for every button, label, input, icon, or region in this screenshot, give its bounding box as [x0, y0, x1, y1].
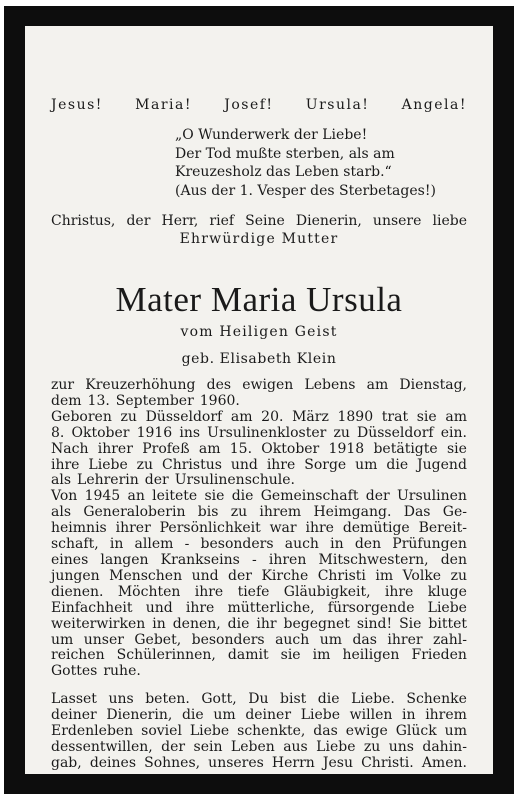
invocation-word: Angela!: [401, 97, 467, 113]
biography-line: [51, 426, 467, 442]
word: gab,: [51, 754, 82, 771]
quote-line: Der Tod mußte sterben, als am: [175, 145, 395, 162]
word: Prüfungen: [392, 536, 467, 553]
word: kluge: [427, 583, 467, 600]
word: ewigen: [242, 377, 294, 393]
word: beten.: [145, 691, 190, 707]
word: ihr: [256, 615, 277, 632]
biography-line: [51, 458, 467, 474]
word: Frieden: [411, 647, 467, 664]
word: Kreuzerhöhung: [85, 377, 196, 393]
word: uns: [388, 738, 414, 755]
biography-line: [51, 553, 467, 569]
word: Liebe.: [351, 691, 395, 707]
word: Generaloberin: [83, 504, 186, 521]
word: ihrem: [425, 706, 467, 723]
biography-line: [51, 489, 467, 505]
word: bittet: [428, 615, 467, 632]
word: der: [144, 472, 169, 489]
word: 1945: [84, 488, 121, 505]
word: allem: [134, 536, 174, 553]
invocation-word: Ursula!: [305, 97, 370, 113]
word: besonders: [191, 631, 265, 648]
word: langen: [100, 551, 149, 568]
word: an: [127, 488, 145, 505]
word: 1918: [328, 440, 365, 457]
word: am: [445, 408, 467, 425]
word: zu: [230, 504, 248, 521]
word: Geboren: [51, 408, 112, 425]
word: ihre: [51, 456, 80, 473]
word: Erdenleben: [51, 722, 134, 739]
biography-line: [51, 521, 467, 537]
biography-line: [51, 505, 467, 521]
word: Ge-: [442, 504, 467, 521]
word: leitete: [152, 488, 198, 505]
word: um: [319, 631, 343, 648]
word: Düsseldorf: [145, 408, 223, 425]
word: Du: [248, 691, 269, 707]
word: ihren: [268, 551, 307, 568]
intro-word: liebe: [432, 213, 467, 229]
word: Herrn: [271, 754, 315, 771]
word: Liebe: [316, 738, 356, 755]
word: unser: [83, 631, 124, 648]
word: in: [330, 536, 344, 553]
word: der: [365, 488, 390, 505]
biography-line: [51, 617, 467, 633]
biography-text: [51, 378, 467, 680]
prayer-line: [51, 724, 467, 740]
word: am: [230, 408, 253, 425]
biography-line: [51, 601, 467, 617]
word: der: [161, 738, 186, 755]
intro-word: Christus,: [51, 213, 116, 229]
word: Liebe: [88, 456, 128, 473]
word: schenkte,: [237, 722, 306, 739]
word: Persönlichkeit: [159, 520, 261, 537]
word: um: [213, 706, 236, 723]
word: in: [152, 615, 166, 632]
word: ihre: [305, 520, 334, 537]
word: ihrer: [387, 631, 423, 648]
word: fürsorgende: [327, 599, 415, 616]
biography-line: [51, 648, 467, 664]
word: März: [292, 408, 329, 425]
word: -: [184, 536, 190, 553]
word: die: [386, 456, 409, 473]
word: 1890: [337, 408, 374, 425]
word: Leben: [230, 738, 275, 755]
word: Gemeinschaft: [260, 488, 359, 505]
biography-line: [51, 537, 467, 553]
memorial-card-paper: [25, 26, 493, 774]
word: Jesu: [322, 754, 354, 771]
quote-line: „O Wunderwerk der Liebe!: [175, 127, 368, 143]
word: Christus: [162, 456, 222, 473]
word: Dienstag,: [399, 377, 467, 393]
word: Krankseins: [160, 551, 240, 568]
word: Liebe: [427, 599, 467, 616]
word: als: [51, 472, 72, 489]
word: 13.: [87, 392, 110, 409]
word: 1960.: [199, 392, 240, 409]
word: schaft,: [51, 536, 99, 553]
prayer-line: [51, 740, 467, 756]
word: -: [251, 551, 257, 568]
word: Möchten: [117, 583, 181, 600]
word: um: [51, 631, 74, 648]
word: auch: [284, 536, 319, 553]
word: das: [313, 722, 338, 739]
word: deiner: [51, 706, 97, 723]
word: Einfachheit: [51, 599, 133, 616]
word: Heimgang.: [313, 504, 392, 521]
quote-source: (Aus der 1. Vesper des Sterbetages!): [175, 182, 436, 199]
word: Sohnes,: [144, 754, 201, 771]
prayer-line: [51, 692, 467, 708]
word: und: [145, 599, 173, 616]
intro-line: [51, 212, 467, 230]
word: Von: [51, 488, 78, 505]
word: und: [191, 567, 219, 584]
biography-line: [51, 378, 467, 394]
word: demütige: [342, 520, 410, 537]
word: September: [115, 392, 194, 409]
word: die: [231, 488, 254, 505]
word: in: [402, 706, 416, 723]
word: Gebet,: [134, 631, 182, 648]
prayer-text: [51, 692, 467, 772]
word: deiner: [245, 706, 292, 723]
word: heimnis: [51, 520, 107, 537]
word: um: [355, 456, 378, 473]
word: sie: [204, 488, 225, 505]
word: unseres: [208, 754, 264, 771]
word: ihre: [194, 583, 224, 600]
word: ruhe.: [103, 663, 141, 680]
word: bist: [280, 691, 307, 707]
word: 8.: [51, 424, 65, 441]
word: die: [227, 615, 250, 632]
word: in: [109, 536, 124, 553]
intro-word: rief: [209, 213, 235, 229]
word: ihre: [384, 583, 414, 600]
word: ihrem: [259, 504, 302, 521]
word: begegnet: [283, 615, 350, 632]
word: dahin-: [422, 738, 467, 755]
word: Glück: [395, 722, 437, 739]
word: Ursulinen: [396, 488, 467, 505]
biography-line: [51, 585, 467, 601]
word: uns: [108, 691, 134, 707]
word: Düsseldorf: [356, 424, 434, 441]
word: Oktober: [261, 440, 320, 457]
memorial-card-border: [4, 6, 514, 794]
word: sie: [446, 440, 467, 457]
intro-text: [51, 212, 467, 248]
biography-line: [51, 569, 467, 585]
intro-word: Dienerin,: [295, 213, 362, 229]
word: im: [375, 567, 394, 584]
word: ihrer: [97, 440, 133, 457]
word: ins: [179, 424, 201, 441]
word: besonders: [200, 536, 274, 553]
word: am: [198, 440, 221, 457]
title-honorific: Ehrwürdige Mutter: [179, 231, 339, 247]
word: Schenke: [406, 691, 467, 707]
word: Mitschwestern,: [318, 551, 429, 568]
invocation-word: Jesus!: [51, 97, 103, 113]
word: die: [317, 691, 340, 707]
word: aus: [283, 738, 308, 755]
word: zu: [120, 408, 137, 425]
biography-line: [51, 442, 467, 458]
biography-line: [51, 664, 467, 680]
invocation-line: [51, 98, 467, 112]
word: als: [51, 504, 72, 521]
word: heiligen: [342, 647, 400, 664]
word: sie: [416, 408, 437, 425]
word: sind!: [356, 615, 393, 632]
word: eines: [51, 551, 89, 568]
word: dessentwillen,: [51, 738, 153, 755]
word: die: [181, 706, 204, 723]
birth-name: geb. Elisabeth Klein: [181, 351, 337, 367]
word: zu: [333, 424, 350, 441]
word: betätigte: [373, 440, 438, 457]
word: willen: [349, 706, 393, 723]
word: das: [352, 631, 377, 648]
word: ein.: [440, 424, 467, 441]
word: den: [354, 536, 382, 553]
word: tiefe: [237, 583, 270, 600]
word: Christi: [317, 567, 366, 584]
intro-word: Seine: [245, 213, 285, 229]
word: Jugend: [417, 456, 467, 473]
word: Schülerinnen,: [116, 647, 216, 664]
biography-line: [51, 633, 467, 649]
word: Bereit-: [418, 520, 467, 537]
word: 20.: [261, 408, 284, 425]
word: im: [312, 647, 331, 664]
word: Menschen: [109, 567, 183, 584]
biography-line: [51, 410, 467, 426]
word: Profeß: [142, 440, 190, 457]
word: zu: [363, 738, 381, 755]
word: zahl-: [433, 631, 467, 648]
word: weiterwirken: [51, 615, 146, 632]
biography-line: [51, 394, 467, 410]
word: Lehrerin: [77, 472, 139, 489]
word: Ursulinenkloster: [207, 424, 327, 441]
word: denen,: [172, 615, 221, 632]
quote-block: [175, 126, 436, 200]
word: soviel: [141, 722, 182, 739]
word: trat: [381, 408, 409, 425]
deceased-name: Mater Maria Ursula: [115, 280, 403, 319]
word: Kirche: [261, 567, 309, 584]
word: zu: [136, 456, 154, 473]
word: 1916: [136, 424, 173, 441]
word: Oktober: [71, 424, 130, 441]
intro-word: unsere: [372, 213, 422, 229]
prayer-line: [51, 756, 467, 772]
word: Dienerin,: [106, 706, 173, 723]
word: der: [228, 567, 252, 584]
prayer-line: [51, 708, 467, 724]
word: sie: [280, 647, 301, 664]
word: den: [440, 551, 467, 568]
intro-word: der: [126, 213, 151, 229]
quote-line: Kreuzesholz das Leben starb.“: [175, 164, 392, 180]
word: dem: [51, 392, 82, 409]
word: jungen: [51, 567, 100, 584]
word: Lebens: [304, 377, 356, 393]
word: Sorge: [304, 456, 347, 473]
word: Liebe: [300, 706, 340, 723]
word: Ursulinenschule.: [174, 472, 295, 489]
word: Lasset: [51, 691, 97, 707]
word: 15.: [229, 440, 253, 457]
intro-word: Herr,: [161, 213, 199, 229]
word: des: [206, 377, 232, 393]
word: Christi.: [361, 754, 414, 771]
word: auch: [275, 631, 310, 648]
word: Das: [403, 504, 431, 521]
word: um: [444, 722, 467, 739]
word: und: [230, 456, 258, 473]
word: zu: [450, 567, 467, 584]
invocation-word: Maria!: [135, 97, 192, 113]
word: bis: [197, 504, 219, 521]
word: Volke: [402, 567, 442, 584]
word: dienen.: [51, 583, 104, 600]
word: ihrer: [115, 520, 151, 537]
word: war: [269, 520, 297, 537]
word: Nach: [51, 440, 89, 457]
word: Gottes: [51, 663, 98, 680]
religious-title: vom Heiligen Geist: [180, 324, 338, 340]
word: ihre: [266, 456, 296, 473]
word: am: [366, 377, 389, 393]
word: damit: [227, 647, 269, 664]
word: zur: [51, 377, 75, 393]
biography-line: [51, 473, 467, 489]
word: deines: [89, 754, 137, 771]
word: Gläubigkeit,: [283, 583, 371, 600]
word: reichen: [51, 647, 105, 664]
word: Amen.: [421, 754, 467, 771]
word: ihre: [185, 599, 215, 616]
word: Gott,: [201, 691, 237, 707]
word: Sie: [399, 615, 422, 632]
invocation-word: Josef!: [224, 97, 274, 113]
word: sein: [193, 738, 223, 755]
word: Liebe: [189, 722, 230, 739]
word: mütterliche,: [227, 599, 315, 616]
word: ewige: [345, 722, 388, 739]
